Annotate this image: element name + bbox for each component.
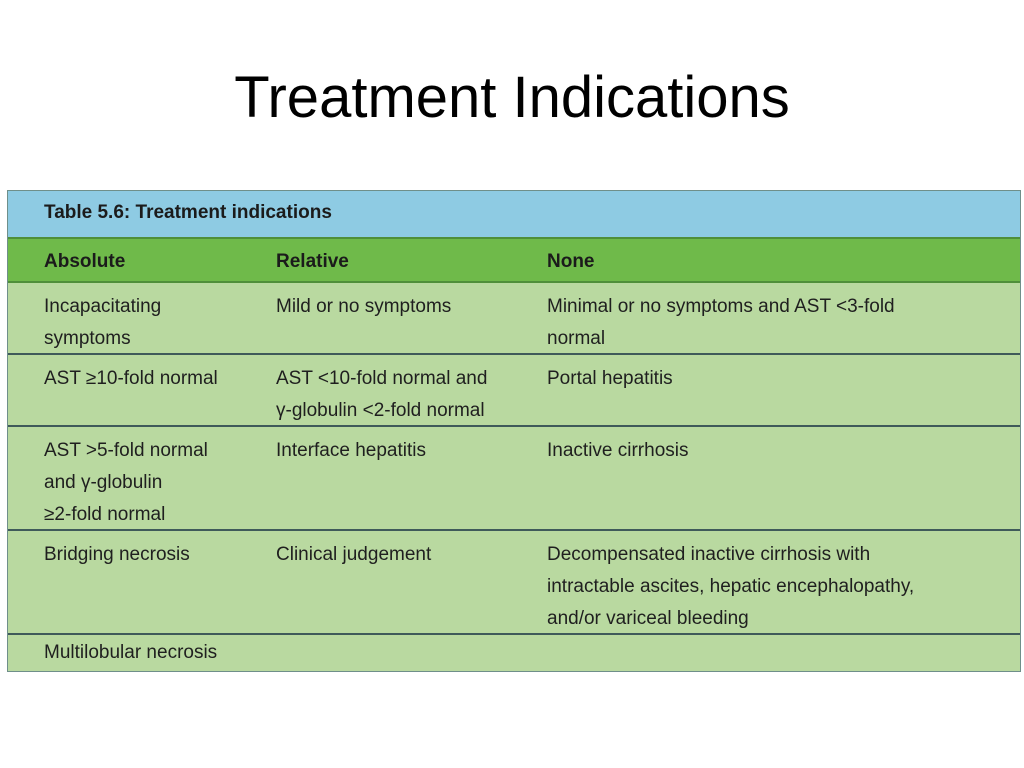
column-header-relative: Relative <box>276 251 349 272</box>
cell-absolute: Multilobular necrosis <box>44 642 218 663</box>
slide-title: Treatment Indications <box>234 65 790 130</box>
cell-relative: Mild or no symptoms <box>276 296 452 317</box>
table-row <box>8 635 1020 671</box>
cell-none: Decompensated inactive cirrhosis with intractable ascites, hepatic encephalopathy, and/or variceal bleeding <box>547 544 915 629</box>
table-row <box>8 531 1020 635</box>
cell-none: Inactive cirrhosis <box>547 440 689 461</box>
cell-relative: Interface hepatitis <box>276 440 426 461</box>
table-row <box>8 283 1020 355</box>
cell-relative: AST <10-fold normal and γ-globulin <2-fold normal <box>276 368 488 421</box>
cell-none: Portal hepatitis <box>547 368 673 389</box>
table-row <box>8 427 1020 531</box>
treatment-indications-table <box>7 190 1021 672</box>
table-caption: Table 5.6: Treatment indications <box>44 202 332 223</box>
cell-absolute: Incapacitating symptoms <box>44 296 162 349</box>
column-header-absolute: Absolute <box>44 251 126 272</box>
column-header-none: None <box>547 251 595 272</box>
cell-relative: Clinical judgement <box>276 544 432 565</box>
cell-absolute: Bridging necrosis <box>44 544 190 565</box>
table-header-row <box>8 237 1020 283</box>
cell-none: Minimal or no symptoms and AST <3-fold normal <box>547 296 895 349</box>
cell-absolute: AST ≥10-fold normal <box>44 368 218 389</box>
cell-absolute: AST >5-fold normal and γ-globulin ≥2-fold normal <box>44 440 208 525</box>
table-row <box>8 355 1020 427</box>
table-caption-bar <box>8 191 1020 237</box>
